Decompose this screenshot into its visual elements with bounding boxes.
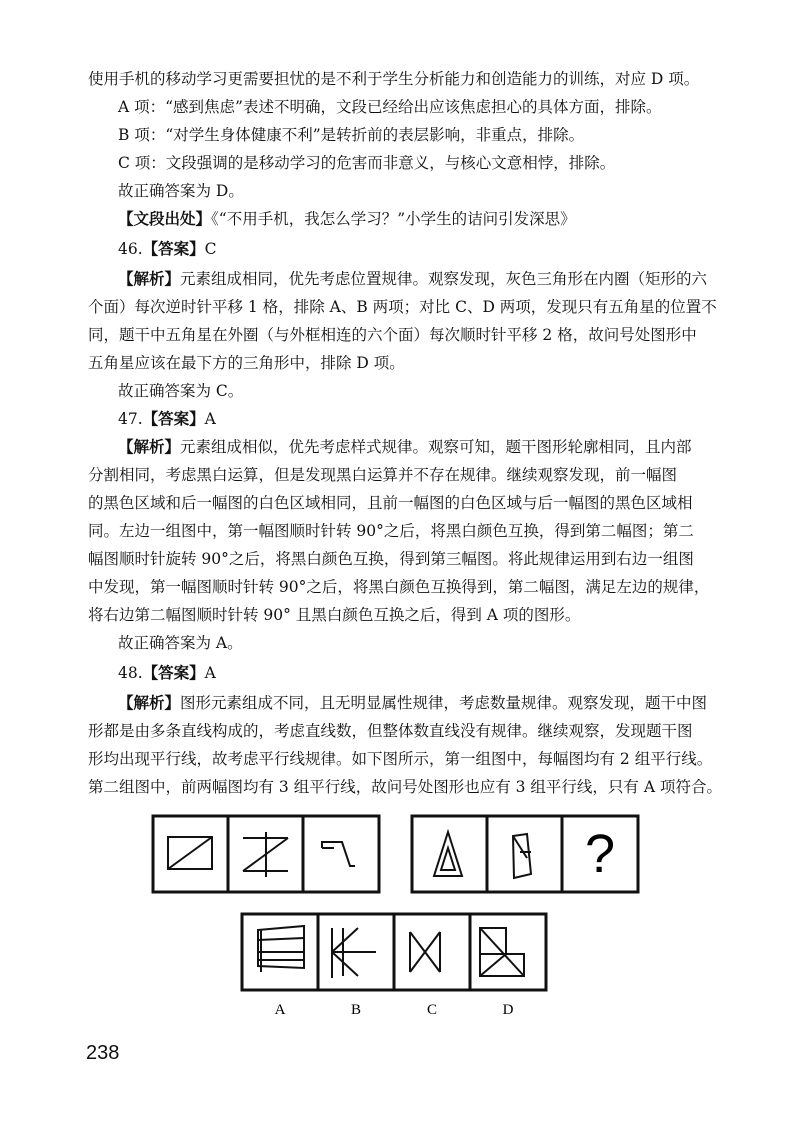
answer-tag: 【答案】 (142, 664, 205, 682)
q46-analysis-line: 同，题干中五角星在外圈（与外框相连的六个面）每次顺时针平移 2 格，故问号处图形中 (88, 326, 697, 344)
analysis-tag: 【解析】 (118, 694, 181, 712)
answer-line: 故正确答案为 A。 (118, 634, 243, 652)
answer-line: 故正确答案为 C。 (118, 382, 244, 400)
answer-tag: 【答案】 (142, 240, 205, 258)
q48-number: 48. (118, 664, 143, 682)
q46-analysis-line: 个面）每次逆时针平移 1 格，排除 A、B 两项；对比 C、D 两项，发现只有五角星的位置不 (88, 298, 717, 316)
analysis-tag: 【解析】 (118, 270, 181, 288)
q47-answer: A (204, 410, 216, 428)
figure-3-shape (322, 842, 355, 866)
q48-analysis-line: 第二组图中，前两幅图均有 3 组平行线，故问号处图形也应有 3 组平行线，只有 A 项符合。 (88, 778, 722, 796)
q47-number: 47. (118, 410, 143, 428)
analysis-text: 元素组成相似，优先考虑样式规律。观察可知，题干图形轮廓相同，且内部 (180, 438, 692, 456)
question-mark: ? (584, 824, 616, 884)
q48-analysis-line: 形都是由多条直线构成的，考虑直线数，但整体数直线没有规律。继续观察，发现题干图 (88, 722, 693, 740)
source-text: 《“不用手机，我怎么学习？”小学生的诘问引发深思》 (211, 210, 576, 228)
option-c-shape (410, 932, 440, 972)
paragraph-line: 使用手机的移动学习更需要担忧的是不利于学生分析能力和创造能力的训练，对应 D 项。 (88, 70, 700, 88)
option-label-a: A (274, 1002, 286, 1018)
figure-5-shape (513, 834, 531, 878)
page-number: 238 (86, 1042, 120, 1064)
q48-answer: A (204, 664, 216, 682)
q47-analysis-line: 中发现，第一幅图顺时针转 90°之后，将黑白颜色互换得到，第二幅图，满足左边的规律， (88, 578, 710, 596)
option-label-d: D (502, 1002, 514, 1018)
option-label-b: B (350, 1002, 362, 1018)
q47-analysis-line: 的黑色区域和后一幅图的白色区域相同，且前一幅图的白色区域与后一幅图的黑色区域相 (88, 494, 693, 512)
figure-4-shape (434, 832, 462, 876)
source-tag: 【文段出处】 (118, 210, 212, 228)
option-a-shape (258, 926, 304, 972)
option-label-c: C (426, 1002, 438, 1018)
q46-analysis-line: 五角星应该在最下方的三角形中，排除 D 项。 (88, 354, 405, 372)
figure-2-shape (243, 832, 288, 877)
option-b-shape (332, 928, 376, 978)
q47-analysis-line: 幅图顺时针旋转 90°之后，将黑白颜色互换，得到第三幅图。将此规律运用到右边一组图 (88, 550, 694, 568)
q46-number: 46. (118, 240, 143, 258)
figure-1-shape (168, 837, 212, 869)
answer-tag: 【答案】 (142, 410, 205, 428)
option-a-analysis: A 项：“感到焦虑”表述不明确，文段已经给出应该焦虑担心的具体方面，排除。 (118, 98, 662, 116)
q47-analysis-line: 分割相同，考虑黑白运算，但是发现黑白运算并不存在规律。继续观察发现，前一幅图 (88, 466, 678, 484)
analysis-text: 图形元素组成不同，且无明显属性规律，考虑数量规律。观察发现，题干中图 (180, 694, 708, 712)
q46-answer: C (204, 240, 217, 258)
analysis-text: 元素组成相同，优先考虑位置规律。观察发现，灰色三角形在内圈（矩形的六 (180, 270, 708, 288)
analysis-tag: 【解析】 (118, 438, 181, 456)
q47-analysis-line: 同。左边一组图中，第一幅图顺时针转 90°之后，将黑白颜色互换，得到第二幅图；第二 (88, 522, 694, 540)
option-d-shape (480, 928, 524, 976)
answer-line: 故正确答案为 D。 (118, 182, 244, 200)
option-b-analysis: B 项：“对学生身体健康不利”是转折前的表层影响，非重点，排除。 (118, 126, 585, 144)
q47-analysis-line: 将右边第二幅图顺时针转 90° 且黑白颜色互换之后，得到 A 项的图形。 (88, 606, 581, 624)
q48-analysis-line: 形均出现平行线，故考虑平行线规律。如下图所示，第一组图中，每幅图均有 2 组平行线。 (88, 750, 713, 768)
option-c-analysis: C 项：文段强调的是移动学习的危害而非意义，与核心文意相悖，排除。 (118, 154, 616, 172)
